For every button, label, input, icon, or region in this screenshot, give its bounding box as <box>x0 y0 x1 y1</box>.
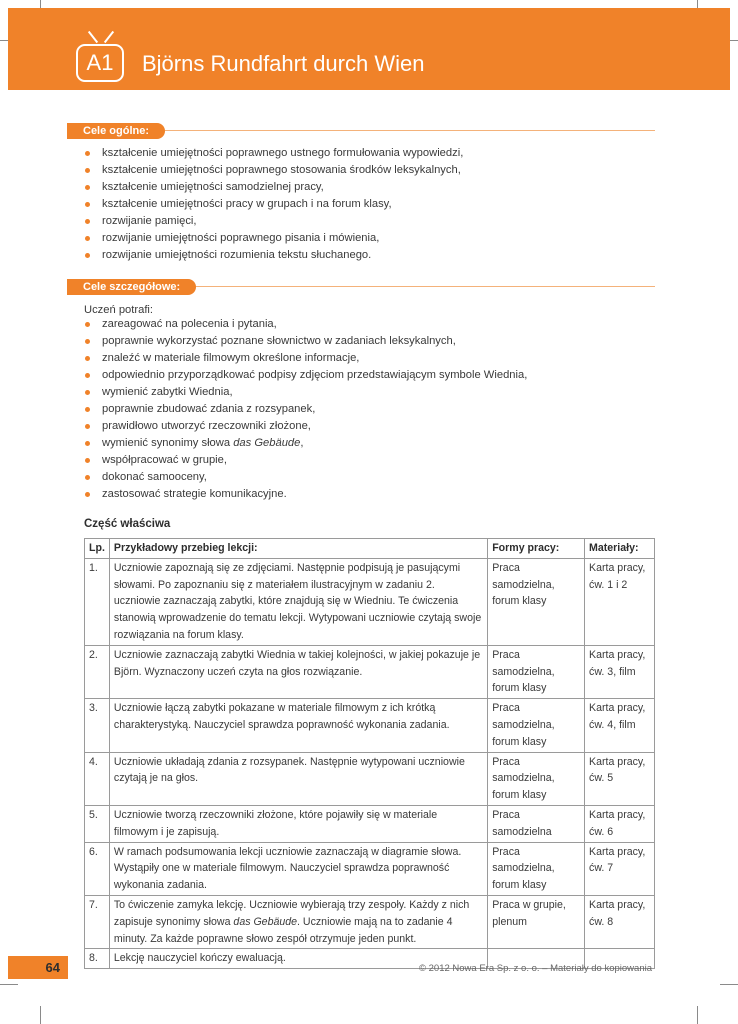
cell-lp: 2. <box>85 645 110 698</box>
cell-przebieg: Uczniowie zaznaczają zabytki Wiednia w takiej kolejności, w jakiej pokazuje je Björn. Wyznaczony uczeń czyta na głos rozwiązanie. <box>109 645 487 698</box>
list-item: kształcenie umiejętności poprawnego ustnego formułowania wypowiedzi, <box>84 145 463 162</box>
cell-formy: Praca samodzielna, forum klasy <box>488 699 585 752</box>
list-item: kształcenie umiejętności pracy w grupach i na forum klasy, <box>84 196 463 213</box>
cell-przebieg: To ćwiczenie zamyka lekcję. Uczniowie wybierają trzy zespoły. Każdy z nich zapisuje synonimy słowa das Gebäude. Uczniowie mają na to zadanie 4 minuty. Za każde poprawne słowo zespół otrzymuje jeden punkt. <box>109 895 487 948</box>
list-item: znaleźć w materiale filmowym określone informacje, <box>84 350 527 367</box>
lesson-plan-table <box>84 538 655 969</box>
cell-formy: Praca w grupie, plenum <box>488 895 585 948</box>
cele-szczegolowe-list <box>84 316 527 503</box>
cell-materialy: Karta pracy, ćw. 7 <box>585 842 655 895</box>
column-header-przebieg: Przykładowy przebieg lekcji: <box>109 539 487 559</box>
column-header-materialy: Materiały: <box>585 539 655 559</box>
table-row <box>85 699 655 752</box>
table-row <box>85 558 655 645</box>
cell-lp: 4. <box>85 752 110 805</box>
list-item: poprawnie zbudować zdania z rozsypanek, <box>84 401 527 418</box>
cell-przebieg: Lekcję nauczyciel kończy ewaluacją. <box>109 949 487 969</box>
cell-materialy: Karta pracy, ćw. 1 i 2 <box>585 558 655 645</box>
table-row <box>85 805 655 842</box>
column-header-formy: Formy pracy: <box>488 539 585 559</box>
cell-formy: Praca samodzielna, forum klasy <box>488 752 585 805</box>
list-item: współpracować w grupie, <box>84 452 527 469</box>
cell-przebieg: Uczniowie zapoznają się ze zdjęciami. Następnie podpisują je pasującymi słowami. Po zapoznaniu się z materiałem ilustracyjnym w zadaniu 2. uczniowie zaznaczają zabytki, które znajdują się w Wiedniu. Te ćwiczenia stanowią wprowadzenie do tematu lekcji. Wytypowani uczniowie czytają swoje rozwiązania na forum klasy. <box>109 558 487 645</box>
cell-lp: 1. <box>85 558 110 645</box>
list-item: zastosować strategie komunikacyjne. <box>84 486 527 503</box>
table-row <box>85 645 655 698</box>
cell-materialy: Karta pracy, ćw. 8 <box>585 895 655 948</box>
table-row <box>85 752 655 805</box>
column-header-lp: Lp. <box>85 539 110 559</box>
list-item: kształcenie umiejętności poprawnego stosowania środków leksykalnych, <box>84 162 463 179</box>
cell-materialy: Karta pracy, ćw. 5 <box>585 752 655 805</box>
list-item: wymienić synonimy słowa das Gebäude, <box>84 435 527 452</box>
cell-formy: Praca samodzielna, forum klasy <box>488 842 585 895</box>
list-item: prawidłowo utworzyć rzeczowniki złożone, <box>84 418 527 435</box>
section-heading-cele-szczegolowe: Cele szczegółowe: <box>67 279 196 295</box>
cell-lp: 8. <box>85 949 110 969</box>
cell-formy: Praca samodzielna, forum klasy <box>488 645 585 698</box>
section-heading-czesc-wlasciwa: Część właściwa <box>84 518 171 530</box>
cell-lp: 6. <box>85 842 110 895</box>
crop-mark <box>720 984 738 985</box>
list-item: rozwijanie umiejętności rozumienia tekstu słuchanego. <box>84 247 463 264</box>
cele-szczegolowe-intro: Uczeń potrafi: <box>84 304 154 316</box>
list-item: poprawnie wykorzystać poznane słownictwo w zadaniach leksykalnych, <box>84 333 527 350</box>
list-item: wymienić zabytki Wiednia, <box>84 384 527 401</box>
cell-materialy: Karta pracy, ćw. 4, film <box>585 699 655 752</box>
list-item: zareagować na polecenia i pytania, <box>84 316 527 333</box>
crop-mark <box>40 1006 41 1024</box>
crop-mark <box>697 1006 698 1024</box>
table-row <box>85 842 655 895</box>
cell-przebieg: Uczniowie łączą zabytki pokazane w materiale filmowym z ich krótką charakterystyką. Nauczyciel sprawdza poprawność wykonania zadania. <box>109 699 487 752</box>
cell-lp: 3. <box>85 699 110 752</box>
cell-przebieg: Uczniowie układają zdania z rozsypanek. Następnie wytypowani uczniowie czytają je na głos. <box>109 752 487 805</box>
list-item: rozwijanie pamięci, <box>84 213 463 230</box>
list-item: rozwijanie umiejętności poprawnego pisania i mówienia, <box>84 230 463 247</box>
cell-formy: Praca samodzielna, forum klasy <box>488 558 585 645</box>
footer-copyright: © 2012 Nowa Era Sp. z o. o. – Materiały do kopiowania <box>418 963 652 974</box>
list-item: dokonać samooceny, <box>84 469 527 486</box>
cele-ogolne-list <box>84 145 463 264</box>
cell-przebieg: Uczniowie tworzą rzeczowniki złożone, które pojawiły się w materiale filmowym i je zapisują. <box>109 805 487 842</box>
section-heading-cele-ogolne: Cele ogólne: <box>67 123 165 139</box>
crop-mark <box>0 984 18 985</box>
unit-badge: A1 <box>86 50 114 75</box>
cell-formy: Praca samodzielna <box>488 805 585 842</box>
list-item: odpowiednio przyporządkować podpisy zdjęciom przedstawiającym symbole Wiednia, <box>84 367 527 384</box>
cell-materialy: Karta pracy, ćw. 3, film <box>585 645 655 698</box>
cell-przebieg: W ramach podsumowania lekcji uczniowie zaznaczają w diagramie słowa. Wystąpiły one w materiale filmowym. Nauczyciel sprawdza poprawność wykonania zadania. <box>109 842 487 895</box>
list-item: kształcenie umiejętności samodzielnej pracy, <box>84 179 463 196</box>
cell-lp: 7. <box>85 895 110 948</box>
table-header-row <box>85 539 655 559</box>
cell-lp: 5. <box>85 805 110 842</box>
page-number: 64 <box>8 956 68 979</box>
table-row <box>85 895 655 948</box>
page-title: Björns Rundfahrt durch Wien <box>142 51 425 76</box>
cell-materialy: Karta pracy, ćw. 6 <box>585 805 655 842</box>
